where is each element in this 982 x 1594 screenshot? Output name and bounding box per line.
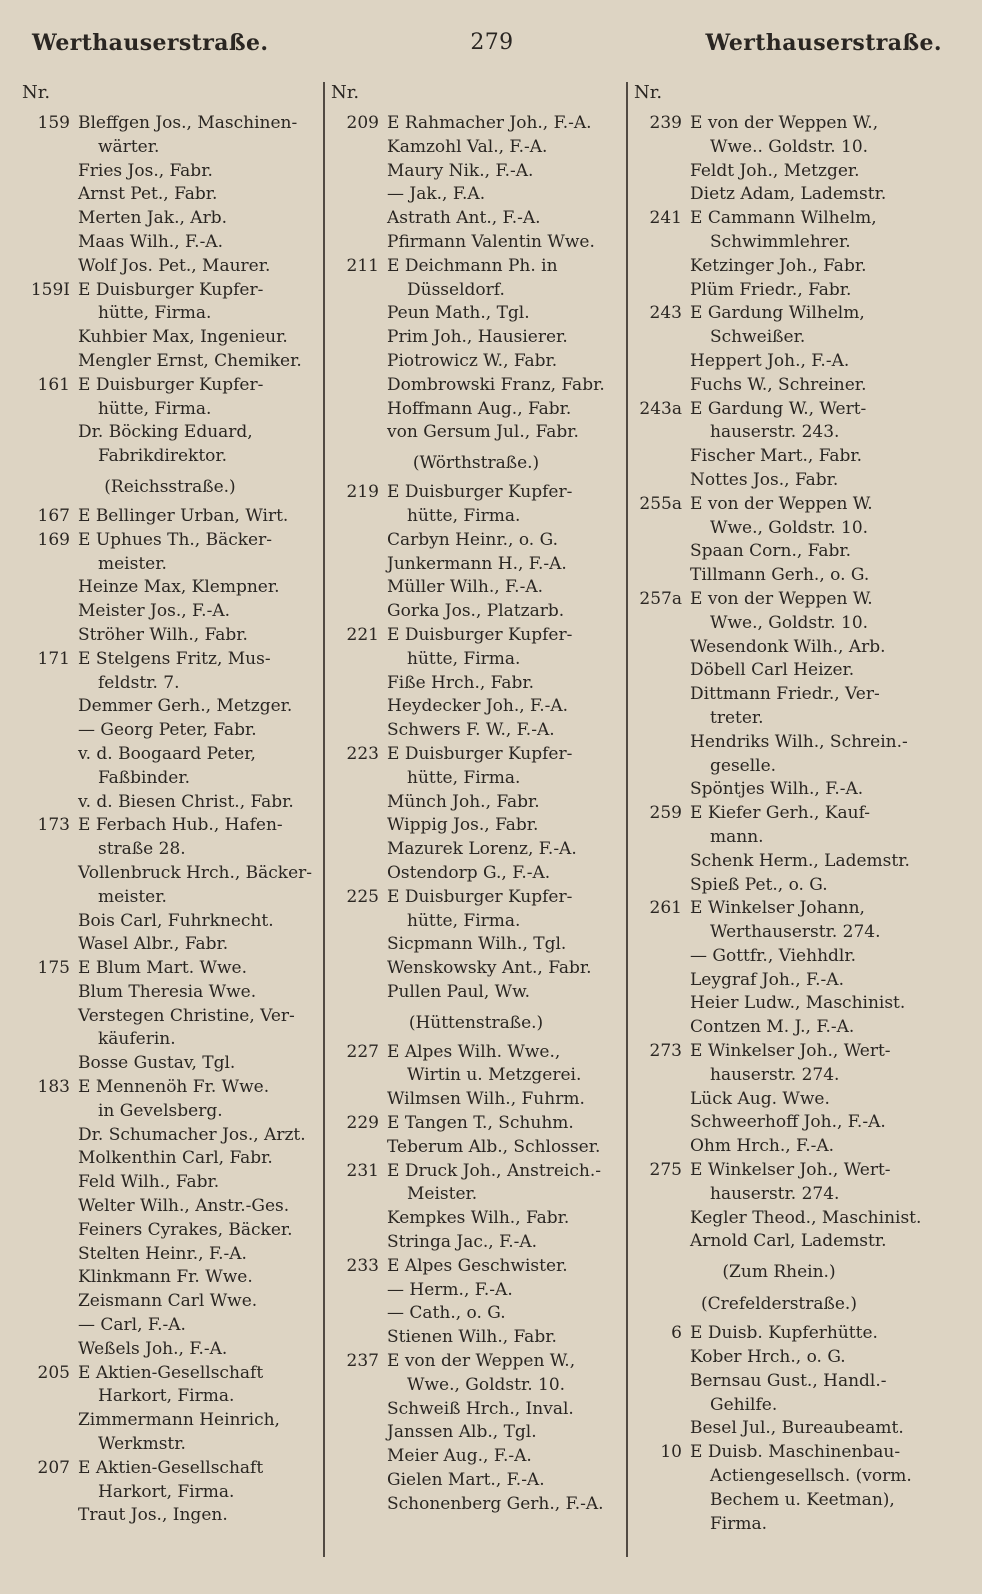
entry-text: E Aktien-Gesellschaft bbox=[78, 1362, 264, 1383]
directory-entry bbox=[632, 1441, 926, 1465]
column-header: Nr. bbox=[634, 82, 663, 103]
continuation-line: wärter. bbox=[98, 136, 160, 157]
house-number: 169 bbox=[37, 529, 70, 550]
continuation-line: Faßbinder. bbox=[98, 767, 191, 788]
page-header bbox=[20, 20, 964, 68]
continuation-line: mann. bbox=[710, 826, 764, 847]
directory-entry bbox=[632, 802, 926, 826]
entry-text: E Duisburger Kupfer- bbox=[387, 743, 573, 764]
directory-columns bbox=[20, 82, 964, 1557]
resident-line: Klinkmann Fr. Wwe. bbox=[78, 1267, 253, 1288]
street-heading: (Wörthstraße.) bbox=[412, 453, 540, 474]
resident-line: Schonenberg Gerh., F.-A. bbox=[387, 1493, 604, 1514]
continuation-line: Schwimmlehrer. bbox=[710, 231, 851, 252]
directory-entry bbox=[329, 886, 623, 910]
resident-line: Meister Jos., F.-A. bbox=[78, 601, 231, 622]
resident-line: Stelten Heinr., F.-A. bbox=[78, 1243, 247, 1264]
continuation-line: Firma. bbox=[710, 1513, 768, 1534]
directory-entry bbox=[20, 814, 320, 838]
directory-entry bbox=[329, 112, 623, 136]
entry-text: E Winkelser Joh., Wert- bbox=[690, 1160, 891, 1181]
continuation-line: Wwe.. Goldstr. 10. bbox=[710, 136, 869, 157]
continuation-line: feldstr. 7. bbox=[98, 672, 180, 693]
house-number: 159 bbox=[37, 113, 70, 133]
resident-line: Leygraf Joh., F.-A. bbox=[690, 969, 844, 990]
running-head-right: Werthauserstraße. bbox=[705, 30, 942, 56]
house-number: 10 bbox=[660, 1442, 682, 1463]
entry-text: E von der Weppen W., bbox=[690, 113, 879, 133]
directory-entry bbox=[329, 743, 623, 767]
directory-entry bbox=[632, 1040, 926, 1064]
resident-line: Zeismann Carl Wwe. bbox=[78, 1291, 258, 1312]
resident-line: Wenskowsky Ant., Fabr. bbox=[387, 958, 592, 979]
continuation-line: treter. bbox=[710, 707, 764, 728]
house-number: 173 bbox=[37, 815, 70, 836]
resident-line: Prim Joh., Hausierer. bbox=[387, 327, 568, 348]
continuation-line: geselle. bbox=[710, 755, 777, 776]
directory-entry bbox=[20, 1457, 320, 1481]
house-number: 171 bbox=[37, 648, 70, 669]
house-number: 261 bbox=[649, 898, 682, 919]
continuation-line: hütte, Firma. bbox=[407, 910, 521, 931]
directory-entry bbox=[329, 624, 623, 648]
continuation-line: hütte, Firma. bbox=[407, 648, 521, 669]
resident-line: Ströher Wilh., Fabr. bbox=[78, 624, 248, 645]
column-3 bbox=[626, 82, 926, 1557]
entry-text: E von der Weppen W., bbox=[387, 1351, 576, 1372]
continuation-line: Werthauserstr. 274. bbox=[710, 922, 881, 943]
column-2 bbox=[323, 82, 623, 1557]
resident-line: Blum Theresia Wwe. bbox=[78, 981, 257, 1002]
entry-text: E Duisburger Kupfer- bbox=[387, 482, 573, 503]
resident-line: Hendriks Wilh., Schrein.- bbox=[690, 731, 908, 752]
resident-line: — Herm., F.-A. bbox=[387, 1279, 513, 1300]
resident-line: Fuchs W., Schreiner. bbox=[690, 374, 867, 395]
resident-line: Kegler Theod., Maschinist. bbox=[690, 1207, 922, 1228]
house-number: 231 bbox=[346, 1160, 379, 1181]
house-number: 183 bbox=[37, 1077, 70, 1098]
continuation-line: käuferin. bbox=[98, 1029, 176, 1050]
resident-line: Kober Hrch., o. G. bbox=[690, 1347, 846, 1368]
entry-text: E Deichmann Ph. in bbox=[387, 255, 558, 276]
resident-line: Heppert Joh., F.-A. bbox=[690, 350, 850, 371]
continuation-line: hauserstr. 243. bbox=[710, 422, 840, 443]
street-heading: (Zum Rhein.) bbox=[722, 1262, 836, 1283]
continuation-line: Wwe., Goldstr. 10. bbox=[407, 1374, 566, 1395]
resident-line: Maas Wilh., F.-A. bbox=[78, 231, 223, 252]
resident-line: Vollenbruck Hrch., Bäcker- bbox=[78, 862, 313, 883]
column-header: Nr. bbox=[331, 82, 360, 103]
directory-entry bbox=[632, 1322, 926, 1346]
continuation-line: Fabrikdirektor. bbox=[98, 446, 228, 467]
directory-entry bbox=[632, 207, 926, 231]
directory-entry bbox=[632, 493, 926, 517]
resident-line: Kamzohl Val., F.-A. bbox=[387, 136, 548, 157]
resident-line: Spöntjes Wilh., F.-A. bbox=[690, 779, 864, 800]
directory-entry bbox=[20, 374, 320, 398]
resident-line: Mazurek Lorenz, F.-A. bbox=[387, 839, 577, 860]
resident-line: Meier Aug., F.-A. bbox=[387, 1446, 532, 1467]
resident-line: Zimmermann Heinrich, bbox=[78, 1410, 280, 1431]
continuation-line: Harkort, Firma. bbox=[98, 1386, 235, 1407]
house-number: 175 bbox=[37, 958, 70, 979]
resident-line: Ohm Hrch., F.-A. bbox=[690, 1136, 835, 1157]
entry-text: E Duisb. Kupferhütte. bbox=[690, 1323, 878, 1344]
continuation-line: hütte, Firma. bbox=[98, 398, 212, 419]
house-number: 259 bbox=[649, 803, 682, 824]
resident-line: Schweiß Hrch., Inval. bbox=[387, 1398, 574, 1419]
house-number: 229 bbox=[346, 1113, 379, 1134]
resident-line: Junkermann H., F.-A. bbox=[387, 553, 567, 574]
resident-line: Teberum Alb., Schlosser. bbox=[387, 1136, 601, 1157]
entry-text: E Winkelser Joh., Wert- bbox=[690, 1041, 891, 1062]
resident-line: Bois Carl, Fuhrknecht. bbox=[78, 910, 274, 931]
directory-entry bbox=[329, 255, 623, 279]
resident-line: Spaan Corn., Fabr. bbox=[690, 541, 852, 562]
resident-line: Feiners Cyrakes, Bäcker. bbox=[78, 1219, 293, 1240]
continuation-line: Schweißer. bbox=[710, 327, 806, 348]
resident-line: v. d. Boogaard Peter, bbox=[78, 743, 256, 764]
directory-entry bbox=[329, 1160, 623, 1184]
directory-entry bbox=[329, 1041, 623, 1065]
house-number: 221 bbox=[346, 624, 379, 645]
continuation-line: in Gevelsberg. bbox=[98, 1100, 223, 1121]
entry-text: E Bellinger Urban, Wirt. bbox=[78, 505, 289, 526]
resident-line: Plüm Friedr., Fabr. bbox=[690, 279, 852, 300]
resident-line: Dombrowski Franz, Fabr. bbox=[387, 374, 605, 395]
resident-line: Verstegen Christine, Ver- bbox=[78, 1005, 295, 1026]
directory-entry bbox=[20, 957, 320, 981]
resident-line: Pfirmann Valentin Wwe. bbox=[387, 231, 595, 252]
house-number: 257a bbox=[639, 588, 682, 609]
resident-line: Weßels Joh., F.-A. bbox=[78, 1338, 228, 1359]
directory-entry bbox=[20, 1076, 320, 1100]
resident-line: Schweerhoff Joh., F.-A. bbox=[690, 1112, 886, 1133]
resident-line: Lück Aug. Wwe. bbox=[690, 1088, 830, 1109]
resident-line: Sicpmann Wilh., Tgl. bbox=[387, 934, 567, 955]
directory-entry bbox=[632, 1159, 926, 1183]
running-head-left: Werthauserstraße. bbox=[32, 30, 269, 56]
resident-line: Heier Ludw., Maschinist. bbox=[690, 993, 906, 1014]
entry-text: E Ferbach Hub., Hafen- bbox=[78, 815, 283, 836]
resident-line: Demmer Gerh., Metzger. bbox=[78, 696, 293, 717]
resident-line: Dittmann Friedr., Ver- bbox=[690, 684, 880, 705]
directory-entry bbox=[20, 648, 320, 672]
entry-text: E Cammann Wilhelm, bbox=[690, 208, 877, 229]
resident-line: Dr. Böcking Eduard, bbox=[78, 422, 253, 443]
house-number: 219 bbox=[346, 482, 379, 503]
resident-line: Feld Wilh., Fabr. bbox=[78, 1172, 220, 1193]
resident-line: Wasel Albr., Fabr. bbox=[78, 934, 229, 955]
house-number: 159I bbox=[30, 279, 70, 300]
entry-text: E Winkelser Johann, bbox=[690, 898, 865, 919]
resident-line: Ketzinger Joh., Fabr. bbox=[690, 255, 867, 276]
resident-line: Fries Jos., Fabr. bbox=[78, 160, 213, 181]
house-number: 211 bbox=[346, 255, 379, 276]
directory-entry bbox=[329, 1112, 623, 1136]
resident-line: Fischer Mart., Fabr. bbox=[690, 446, 863, 467]
entry-text: E Duisburger Kupfer- bbox=[387, 624, 573, 645]
resident-line: Mengler Ernst, Chemiker. bbox=[78, 350, 302, 371]
house-number: 255a bbox=[639, 493, 682, 514]
continuation-line: Werkmstr. bbox=[98, 1434, 186, 1455]
column-1 bbox=[20, 82, 320, 1557]
continuation-line: Gehilfe. bbox=[710, 1394, 778, 1415]
directory-entry bbox=[632, 302, 926, 326]
directory-entry bbox=[329, 481, 623, 505]
continuation-line: straße 28. bbox=[98, 839, 186, 860]
resident-line: Stienen Wilh., Fabr. bbox=[387, 1327, 557, 1348]
resident-line: Schwers F. W., F.-A. bbox=[387, 720, 555, 741]
entry-text: E Gardung Wilhelm, bbox=[690, 303, 865, 324]
entry-text: E Duisburger Kupfer- bbox=[78, 374, 264, 395]
house-number: 209 bbox=[346, 113, 379, 133]
resident-line: v. d. Biesen Christ., Fabr. bbox=[78, 791, 294, 812]
entry-text: E Gardung W., Wert- bbox=[690, 398, 867, 419]
house-number: 239 bbox=[649, 113, 682, 133]
resident-line: — Carl, F.-A. bbox=[78, 1315, 186, 1336]
resident-line: Pullen Paul, Ww. bbox=[387, 981, 531, 1002]
continuation-line: hütte, Firma. bbox=[407, 505, 521, 526]
entry-text: E Aktien-Gesellschaft bbox=[78, 1457, 264, 1478]
resident-line: Dietz Adam, Lademstr. bbox=[690, 184, 887, 205]
resident-line: — Cath., o. G. bbox=[387, 1303, 506, 1324]
entry-text: E Uphues Th., Bäcker- bbox=[78, 529, 272, 550]
resident-line: Feldt Joh., Metzger. bbox=[690, 160, 860, 181]
house-number: 167 bbox=[37, 505, 70, 526]
resident-line: Maury Nik., F.-A. bbox=[387, 160, 534, 181]
column-header: Nr. bbox=[22, 82, 51, 103]
directory-entry bbox=[632, 112, 926, 136]
directory-entry bbox=[329, 1255, 623, 1279]
resident-line: Heydecker Joh., F.-A. bbox=[387, 696, 569, 717]
resident-line: Wilmsen Wilh., Fuhrm. bbox=[387, 1089, 585, 1110]
resident-line: von Gersum Jul., Fabr. bbox=[387, 422, 579, 443]
directory-entry bbox=[632, 588, 926, 612]
resident-line: Welter Wilh., Anstr.-Ges. bbox=[78, 1196, 290, 1217]
entry-text: E von der Weppen W. bbox=[690, 493, 873, 514]
continuation-line: Wwe., Goldstr. 10. bbox=[710, 517, 869, 538]
directory-entry bbox=[20, 1362, 320, 1386]
entry-text: E Duisburger Kupfer- bbox=[78, 279, 264, 300]
resident-line: Bernsau Gust., Handl.- bbox=[690, 1370, 887, 1391]
resident-line: Arnold Carl, Lademstr. bbox=[690, 1231, 887, 1252]
house-number: 243 bbox=[649, 303, 682, 324]
resident-line: Wippig Jos., Fabr. bbox=[387, 815, 539, 836]
house-number: 233 bbox=[346, 1255, 379, 1276]
entry-text: E Mennenöh Fr. Wwe. bbox=[78, 1077, 270, 1098]
resident-line: Merten Jak., Arb. bbox=[78, 208, 227, 229]
house-number: 205 bbox=[37, 1362, 70, 1383]
house-number: 275 bbox=[649, 1160, 682, 1181]
entry-text: E Druck Joh., Anstreich.- bbox=[387, 1160, 601, 1181]
resident-line: Peun Math., Tgl. bbox=[387, 303, 530, 324]
house-number: 225 bbox=[346, 886, 379, 907]
entry-text: E Stelgens Fritz, Mus- bbox=[78, 648, 271, 669]
continuation-line: Harkort, Firma. bbox=[98, 1481, 235, 1502]
house-number: 227 bbox=[346, 1041, 379, 1062]
house-number: 243a bbox=[639, 398, 682, 419]
resident-line: — Jak., F.A. bbox=[387, 184, 486, 205]
resident-line: Wesendonk Wilh., Arb. bbox=[690, 636, 886, 657]
resident-line: Döbell Carl Heizer. bbox=[690, 660, 855, 681]
entry-text: E Alpes Wilh. Wwe., bbox=[387, 1041, 561, 1062]
resident-line: Müller Wilh., F.-A. bbox=[387, 577, 544, 598]
entry-text: E Rahmacher Joh., F.-A. bbox=[387, 113, 592, 133]
continuation-line: hauserstr. 274. bbox=[710, 1183, 840, 1204]
directory-entry bbox=[632, 897, 926, 921]
resident-line: Nottes Jos., Fabr. bbox=[690, 469, 839, 490]
street-heading: (Hüttenstraße.) bbox=[408, 1012, 544, 1033]
resident-line: Schenk Herm., Lademstr. bbox=[690, 850, 910, 871]
house-number: 241 bbox=[649, 208, 682, 229]
continuation-line: Wirtin u. Metzgerei. bbox=[407, 1065, 582, 1086]
continuation-line: Düsseldorf. bbox=[407, 279, 505, 300]
page-number: 279 bbox=[470, 30, 514, 55]
house-number: 207 bbox=[37, 1457, 70, 1478]
resident-line: Hoffmann Aug., Fabr. bbox=[387, 398, 572, 419]
resident-line: Dr. Schumacher Jos., Arzt. bbox=[78, 1124, 306, 1145]
resident-line: Spieß Pet., o. G. bbox=[690, 874, 828, 895]
entry-text: E Duisburger Kupfer- bbox=[387, 886, 573, 907]
resident-line: Kuhbier Max, Ingenieur. bbox=[78, 327, 288, 348]
directory-entry bbox=[20, 112, 320, 136]
continuation-line: Bechem u. Keetman), bbox=[710, 1489, 895, 1510]
resident-line: Tillmann Gerh., o. G. bbox=[690, 565, 870, 586]
resident-line: Besel Jul., Bureaubeamt. bbox=[690, 1418, 904, 1439]
resident-line: Contzen M. J., F.-A. bbox=[690, 1017, 855, 1038]
house-number: 161 bbox=[37, 374, 70, 395]
resident-line: — Georg Peter, Fabr. bbox=[78, 720, 257, 741]
resident-line: Carbyn Heinr., o. G. bbox=[387, 529, 558, 550]
house-number: 6 bbox=[671, 1323, 682, 1344]
continuation-line: hütte, Firma. bbox=[98, 303, 212, 324]
continuation-line: hauserstr. 274. bbox=[710, 1064, 840, 1085]
resident-line: Ostendorp G., F.-A. bbox=[387, 862, 551, 883]
directory-entry bbox=[20, 529, 320, 553]
entry-text: E Blum Mart. Wwe. bbox=[78, 958, 248, 979]
entry-text: E Duisb. Maschinenbau- bbox=[690, 1442, 901, 1463]
resident-line: Fiße Hrch., Fabr. bbox=[387, 672, 535, 693]
resident-line: Bosse Gustav, Tgl. bbox=[78, 1053, 236, 1074]
continuation-line: hütte, Firma. bbox=[407, 767, 521, 788]
directory-entry bbox=[632, 398, 926, 422]
entry-text: E Tangen T., Schuhm. bbox=[387, 1113, 574, 1134]
resident-line: Gorka Jos., Platzarb. bbox=[387, 601, 565, 622]
resident-line: Arnst Pet., Fabr. bbox=[78, 184, 218, 205]
entry-text: E Alpes Geschwister. bbox=[387, 1255, 568, 1276]
house-number: 223 bbox=[346, 743, 379, 764]
resident-line: Traut Jos., Ingen. bbox=[78, 1505, 228, 1526]
house-number: 237 bbox=[346, 1351, 379, 1372]
resident-line: Kempkes Wilh., Fabr. bbox=[387, 1208, 570, 1229]
resident-line: — Gottfr., Viehhdlr. bbox=[690, 945, 856, 966]
street-heading: (Reichsstraße.) bbox=[104, 476, 236, 497]
entry-text: Bleffgen Jos., Maschinen- bbox=[78, 113, 298, 133]
directory-entry bbox=[20, 279, 320, 303]
resident-line: Astrath Ant., F.-A. bbox=[387, 208, 541, 229]
resident-line: Wolf Jos. Pet., Maurer. bbox=[78, 255, 271, 276]
entry-text: E von der Weppen W. bbox=[690, 588, 873, 609]
resident-line: Münch Joh., Fabr. bbox=[387, 791, 540, 812]
resident-line: Molkenthin Carl, Fabr. bbox=[78, 1148, 273, 1169]
entry-text: E Kiefer Gerh., Kauf- bbox=[690, 803, 871, 824]
directory-entry bbox=[20, 505, 320, 529]
street-heading: (Crefelderstraße.) bbox=[701, 1294, 857, 1315]
resident-line: Heinze Max, Klempner. bbox=[78, 577, 280, 598]
resident-line: Gielen Mart., F.-A. bbox=[387, 1470, 545, 1491]
resident-line: Janssen Alb., Tgl. bbox=[387, 1422, 537, 1443]
continuation-line: Wwe., Goldstr. 10. bbox=[710, 612, 869, 633]
house-number: 273 bbox=[649, 1041, 682, 1062]
continuation-line: Meister. bbox=[407, 1184, 478, 1205]
resident-line: Stringa Jac., F.-A. bbox=[387, 1232, 538, 1253]
continuation-line: meister. bbox=[98, 553, 167, 574]
resident-line: Piotrowicz W., Fabr. bbox=[387, 350, 558, 371]
continuation-line: meister. bbox=[98, 886, 167, 907]
directory-entry bbox=[329, 1350, 623, 1374]
continuation-line: Actiengesellsch. (vorm. bbox=[710, 1466, 912, 1487]
